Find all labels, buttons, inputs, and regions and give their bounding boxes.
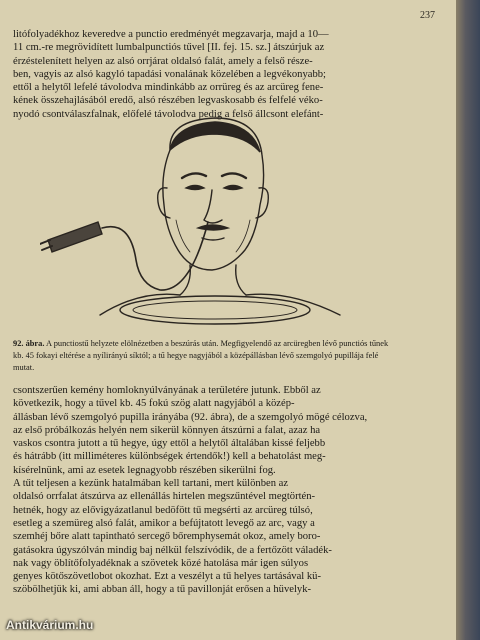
- text-line: 11 cm.-re megrövidített lumbalpunctiós tűvel [II. fej. 15. sz.] átszúrjuk az: [13, 42, 325, 54]
- text-line: nyodó csontválaszfalnak, előfelé távolodva pedig a felső állcsont elefánt-: [13, 108, 324, 120]
- text-line: kének összehajlásából eredő, alsó részében legvaskosabb és felfelé véko-: [13, 95, 323, 107]
- page-number: 237: [420, 10, 435, 21]
- bottom-paragraph: [13, 384, 385, 597]
- text-line: genyes kötőszövetlobot okozhat. Ezt a veszélyt a tű helyes tartásával kü-: [13, 571, 321, 583]
- text-line: oldalsó orrfalat átszúrva az ellenállás hirtelen megszűntével megtörtén-: [13, 491, 316, 503]
- text-line: A tűt teljesen a kezünk hatalmában kell tartani, mert különben az: [13, 478, 289, 490]
- text-line: hetnék, hogy az elővigyázatlanul bedöfött tű megsérti az arcüreg túlsó,: [13, 504, 313, 516]
- text-line: szemhéj bőre alatt tapintható sercegő bőremphysemát okoz, amely boro-: [13, 531, 321, 543]
- text-line: litófolyadékhoz keveredve a punctio eredményét megzavarja, majd a 10—: [13, 29, 329, 40]
- left-eyebrow: [182, 173, 206, 178]
- text-line: az első próbálkozás helyén nem sikerül könnyen átszúrni a falat, azaz ha: [13, 424, 321, 436]
- basin: [120, 296, 310, 324]
- text-line: csontszerűen kemény homloknyúlványának a területére jutunk. Ebből az: [13, 385, 321, 396]
- right-eyebrow: [222, 173, 246, 178]
- text-line: érzéstelenített helyen az alsó orrjárat oldalsó falát, amely a felső része-: [13, 55, 313, 67]
- text-line: gatásokra úgyszólván mindig baj nélkül felszívódik, de a fertőzött váladék-: [13, 544, 332, 556]
- text-line: állásban lévő szemgolyó pupilla irányába (92. ábra), de a szemgolyó mögé célozva,: [13, 411, 368, 423]
- left-eye: [186, 186, 204, 190]
- needle: [102, 222, 208, 290]
- figure-illustration: [40, 110, 360, 330]
- text-line: következik, hogy a tűvel kb. 45 fokú szög alatt nagyjából a közép-: [13, 398, 295, 410]
- book-spine-edge: [456, 0, 480, 640]
- text-line: kísérelnünk, ami az esetek legnagyobb részében sikerülni fog.: [13, 464, 276, 476]
- right-eye: [224, 186, 242, 190]
- text-line: ben, vagyis az alsó kagyló tapadási vonalának közelében a legvékonyabb;: [13, 68, 326, 80]
- top-paragraph: [13, 28, 385, 121]
- text-line: nak vagy öblítőfolyadéknak a szövetek közé hatolása már igen súlyos: [13, 557, 309, 569]
- text-line: és hátrább (itt milliméteres különbségek értendők!) kell a behatolást meg-: [13, 451, 326, 463]
- nose: [204, 190, 222, 223]
- caption-text: A punctiostű helyzete elölnézetben a beszúrás után. Megfigyelendő az arcüregben lévő punctiós tűnek kb. 45 fokayi eltérése a nyílirányú síktól; a tű hegye nagyjából a középállásban lévő szemgolyó pupillája felé mutat.: [13, 339, 389, 372]
- mustache: [198, 225, 228, 230]
- syringe-body: [48, 222, 102, 252]
- text-line: ettől a helytől lefelé távolodva mindinkább az orrüreg és az arcüreg fene-: [13, 82, 324, 94]
- caption-label: 92. ábra.: [13, 339, 45, 348]
- mouth: [202, 238, 224, 240]
- text-line: szöbölhetjük ki, ami abban áll, hogy a tű pavillonját erősen a hüvelyk-: [13, 584, 312, 596]
- watermark: Antikvárium.hu: [6, 618, 94, 632]
- basin-inner: [133, 301, 297, 319]
- figure-caption: [13, 338, 391, 374]
- text-line: vaskos csontra jutott a tű hegye, úgy ettől a helytől általában kissé feljebb: [13, 438, 326, 450]
- text-line: esetleg a szemüreg alsó falát, amikor a befújtatott levegő az arc, vagy a: [13, 517, 315, 529]
